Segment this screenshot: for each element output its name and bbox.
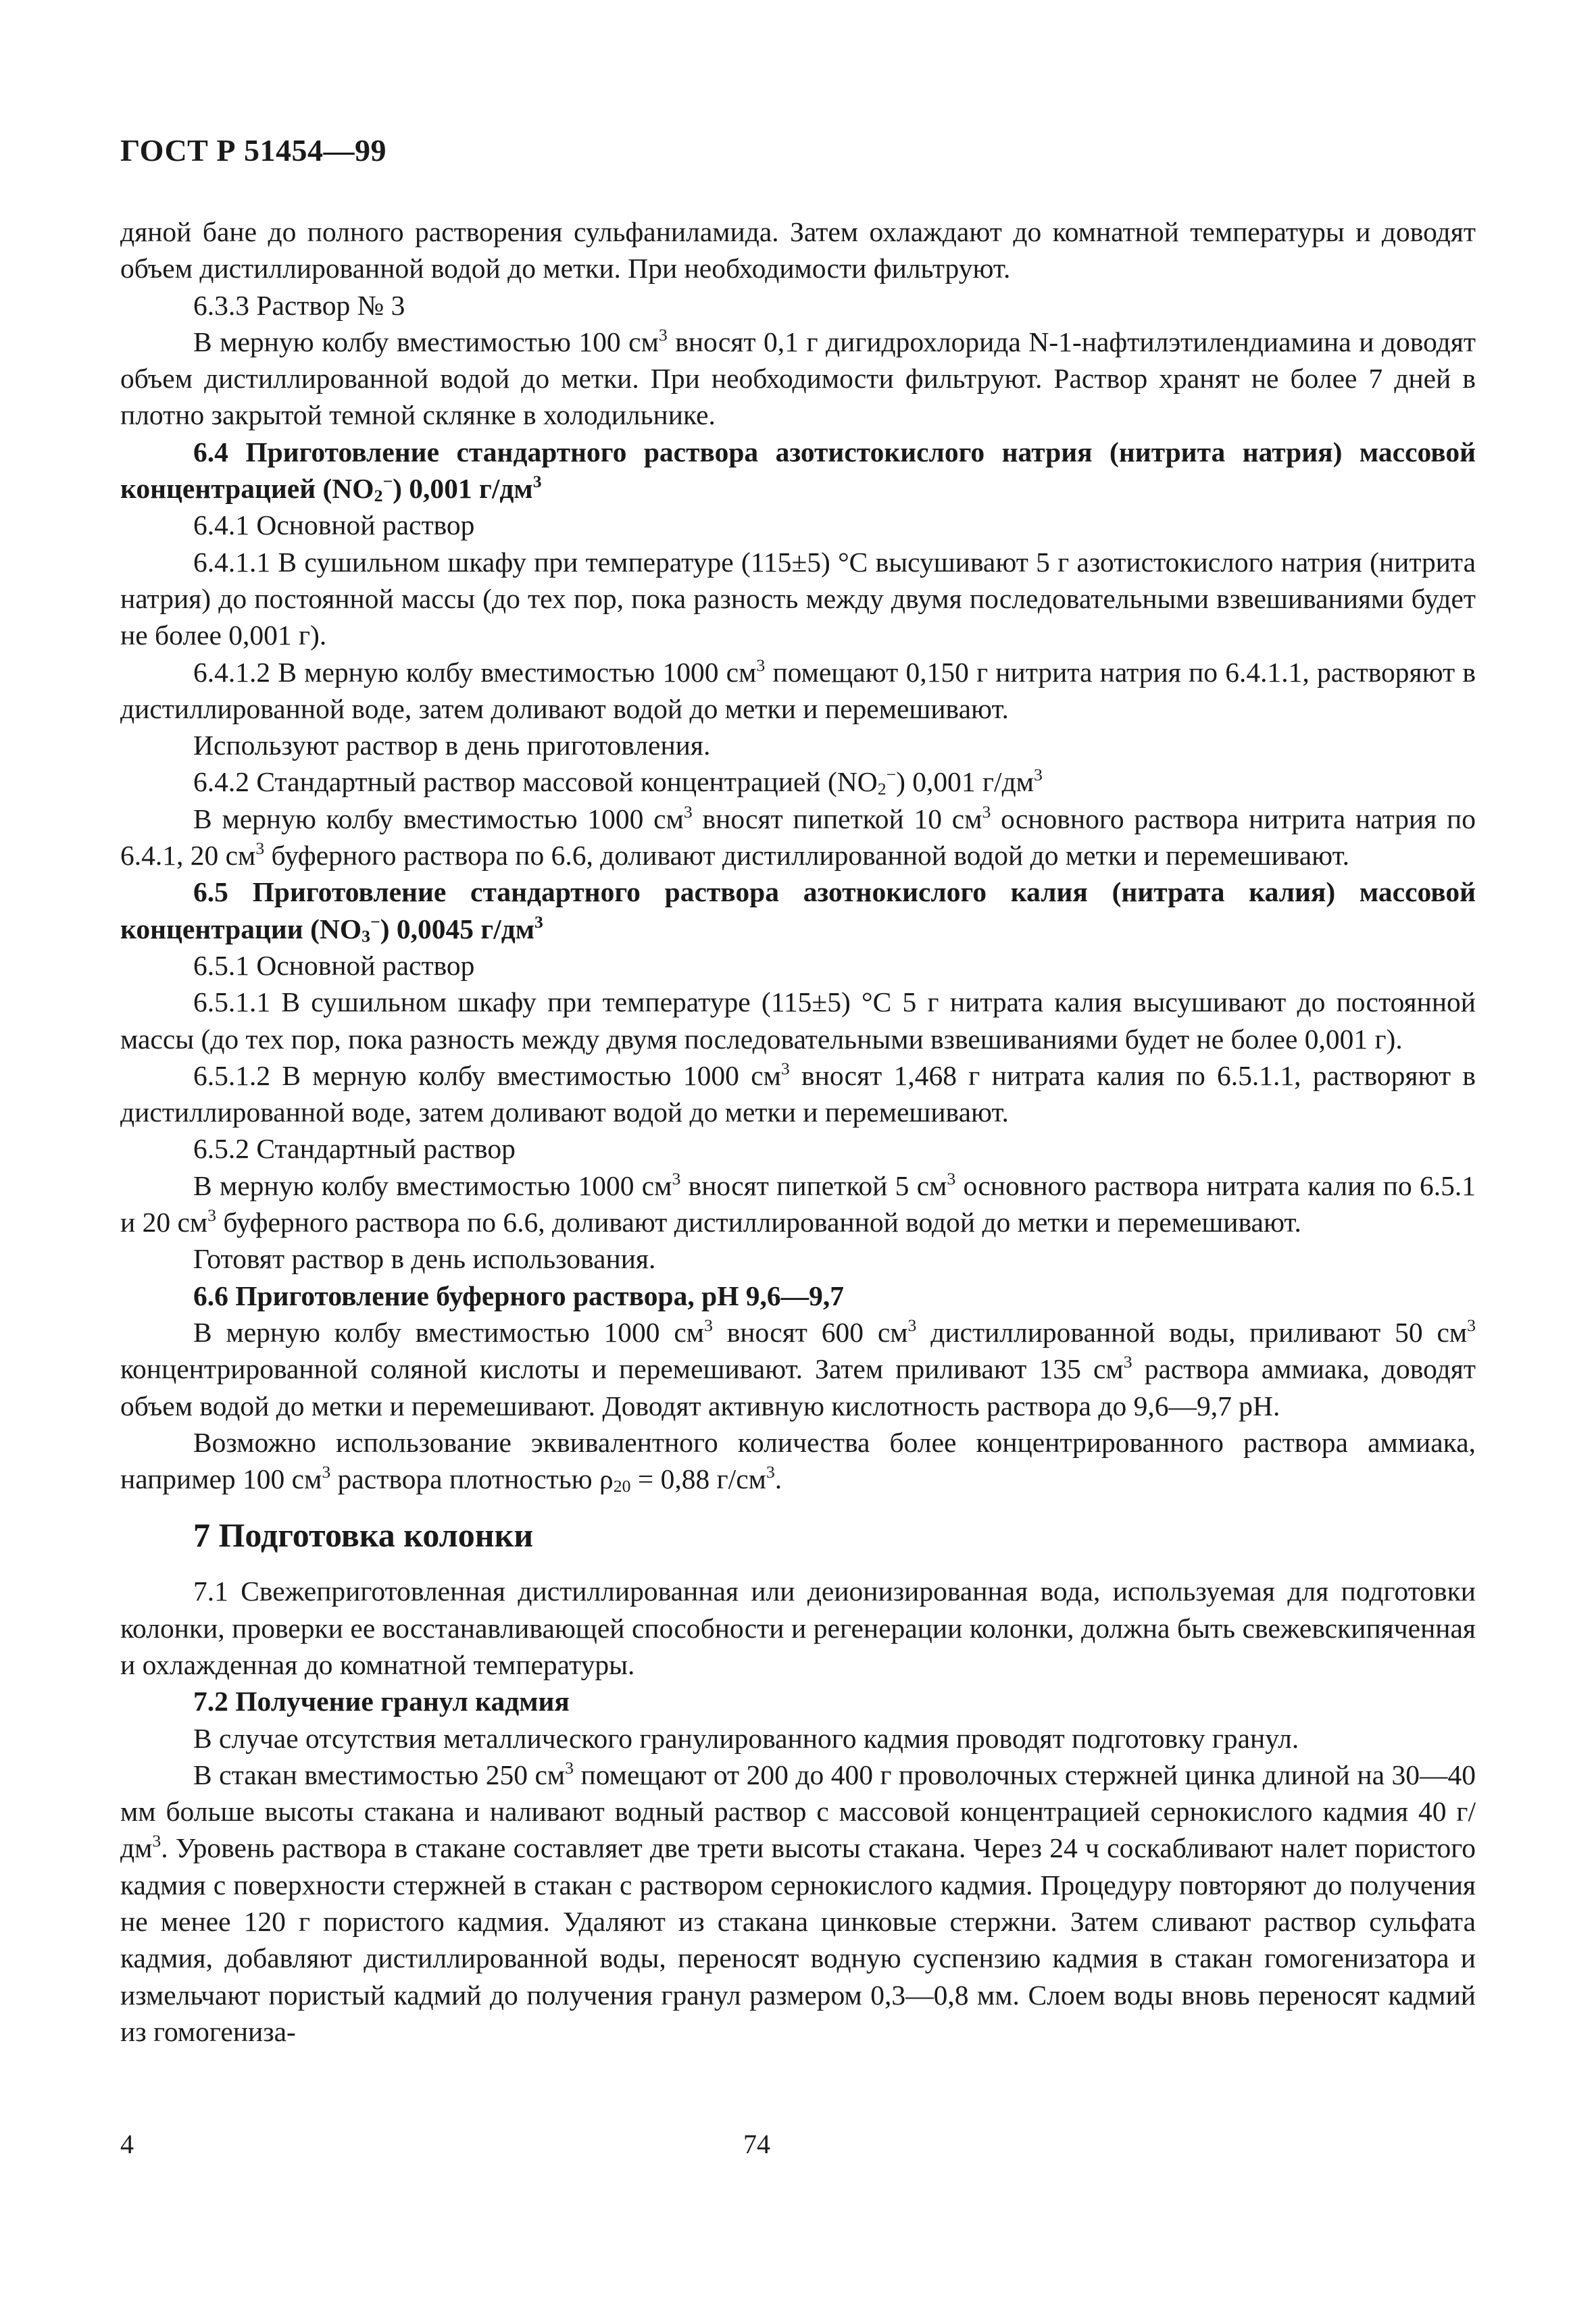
clause-heading: 6.3.3 Раствор № 3 <box>193 289 405 321</box>
page-header: ГОСТ Р 51454—99 <box>120 133 386 168</box>
paragraph: В мерную колбу вместимостью 100 $см^3$ вносят 0,1 г дигидрохлорида N-1-нафтилэтилендиамина и доводят объем дистиллированной водой до метки. При необходимости фильтруют. Раствор хранят не более 7 дней в плотно закрытой темной склянке в холодильнике. <box>120 324 1476 431</box>
clause-heading: 6.4.2 Стандартный раствор массовой концентрацией $(NO_2^-)$ 0,001 $г/дм^3$ <box>193 765 1043 799</box>
section-heading-6-5: 6.5 Приготовление стандартного раствора азотнокислого калия (нитрата калия) массовой концентрации $(NO_3^-)$ 0,0045 $г/дм^3$ <box>120 876 1476 946</box>
document-body <box>120 213 1476 2050</box>
section-heading-7: 7 Подготовка колонки <box>193 1516 534 1555</box>
clause-heading: 6.5.2 Стандартный раствор <box>193 1133 516 1165</box>
page-number-left: 4 <box>120 2129 134 2159</box>
paragraph: Готовят раствор в день использования. <box>193 1243 656 1275</box>
clause-heading: 6.4.1 Основной раствор <box>193 509 475 541</box>
paragraph: 6.5.1.2 В мерную колбу вместимостью 1000 $см^3$ вносят 1,468 г нитрата калия по 6.5.1.1, растворяют в дистиллированной воде, затем доливают водой до метки и перемешивают. <box>120 1058 1476 1128</box>
paragraph: В мерную колбу вместимостью 1000 $см^3$ вносят пипеткой 5 $см^3$ основного раствора нитрата калия по 6.5.1 и 20 $см^3$ буферного раствора по 6.6, доливают дистиллированной водой до метки и перемешивают. <box>120 1168 1476 1238</box>
paragraph: В мерную колбу вместимостью 1000 $см^3$ вносят 600 $см^3$ дистиллированной воды, приливают 50 $см^3$ концентрированной соляной кислоты и перемешивают. Затем приливают 135 $см^3$ раствора аммиака, доводят объем водой до метки и перемешивают. Доводят активную кислотность раствора до 9,6—9,7 pH. <box>120 1315 1476 1422</box>
paragraph: 6.4.1.2 В мерную колбу вместимостью 1000 $см^3$ помещают 0,150 г нитрита натрия по 6.4.1.1, растворяют в дистиллированной воде, затем доливают водой до метки и перемешивают. <box>120 655 1476 724</box>
section-heading-6-6: 6.6 Приготовление буферного раствора, pH 9,6—9,7 <box>193 1280 845 1311</box>
paragraph: дяной бане до полного растворения сульфаниламида. Затем охлаждают до комнатной температуры и доводят объем дистиллированной водой до метки. При необходимости фильтруют. <box>120 216 1476 284</box>
section-heading-7-2: 7.2 Получение гранул кадмия <box>193 1686 570 1717</box>
paragraph: 6.4.1.1 В сушильном шкафу при температуре (115±5) °С высушивают 5 г азотистокислого натрия (нитрита натрия) до постоянной массы (до тех пор, пока разность между двумя последовательными взвешиваниями будет не более 0,001 г). <box>120 546 1476 651</box>
paragraph: В стакан вместимостью 250 $см^3$ помещают от 200 до 400 г проволочных стержней цинка длиной на 30—40 мм больше высоты стакана и наливают водный раствор с массовой концентрацией сернокислого кадмия 40 $г/дм^3$. Уровень раствора в стакане составляет две трети высоты стакана. Через 24 ч соскабливают налет пористого кадмия с поверхности стержней в стакан с раствором сернокислого кадмия. Процедуру повторяют до получения не менее 120 г пористого кадмия. Удаляют из стакана цинковые стержни. Затем сливают раствор сульфата кадмия, добавляют дистиллированной воды, переносят водную суспензию кадмия в стакан гомогенизатора и измельчают пористый кадмий до получения гранул размером 0,3—0,8 мм. Слоем воды вновь переносят кадмий из гомогениза- <box>120 1757 1476 2047</box>
paragraph: Возможно использование эквивалентного количества более концентрированного раствора аммиака, например 100 $см^3$ раствора плотностью $\rho_{20} = 0,88$ $г/см^3$. <box>120 1426 1476 1496</box>
section-heading-6-4: 6.4 Приготовление стандартного раствора азотистокислого натрия (нитрита натрия) массовой концентрацией $(NO_2^-)$ 0,001 $г/дм^3$ <box>120 436 1476 506</box>
paragraph: В мерную колбу вместимостью 1000 $см^3$ вносят пипеткой 10 $см^3$ основного раствора нитрита натрия по 6.4.1, 20 $см^3$ буферного раствора по 6.6, доливают дистиллированной водой до метки и перемешивают. <box>120 801 1476 872</box>
paragraph: Используют раствор в день приготовления. <box>193 730 711 761</box>
paragraph: 7.1 Свежеприготовленная дистиллированная или деионизированная вода, используемая для подготовки колонки, проверки ее восстанавливающей способности и регенерации колонки, должна быть свежевскипяченная и охлажденная до комнатной температуры. <box>120 1576 1476 1680</box>
clause-heading: 6.5.1 Основной раствор <box>193 949 475 981</box>
paragraph: В случае отсутствия металлического гранулированного кадмия проводят подготовку гранул. <box>193 1722 1299 1754</box>
page-number-center: 74 <box>743 2129 770 2159</box>
paragraph: 6.5.1.1 В сушильном шкафу при температуре (115±5) °С 5 г нитрата калия высушивают до постоянной массы (до тех пор, пока разность между двумя последовательными взвешиваниями будет не более 0,001 г). <box>120 986 1476 1055</box>
